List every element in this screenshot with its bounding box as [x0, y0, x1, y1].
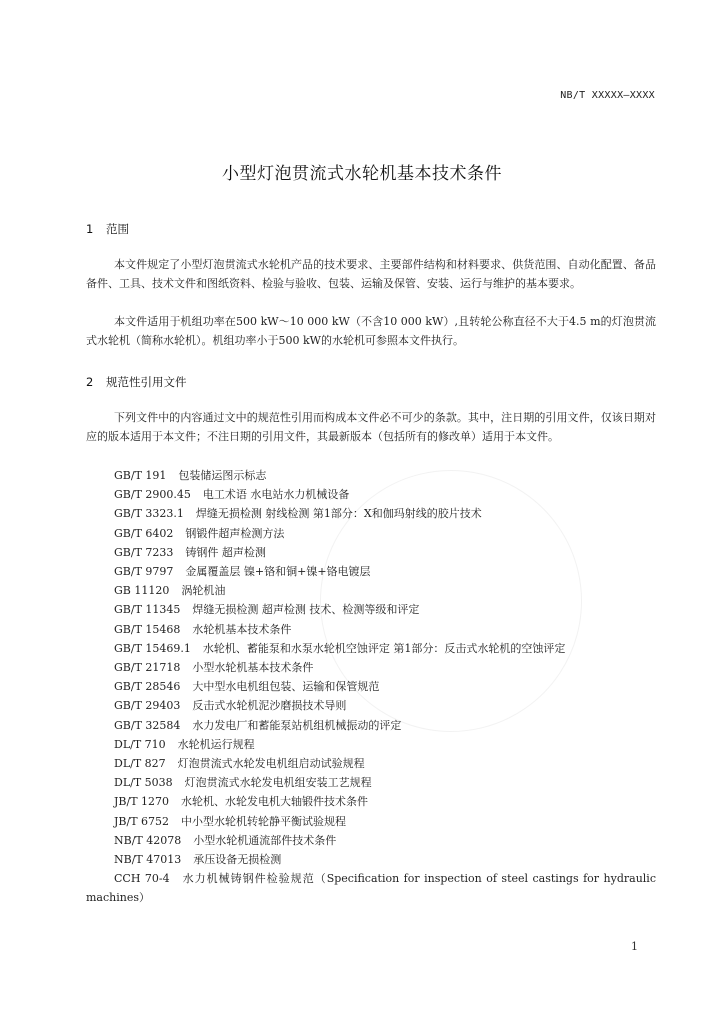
reference-item	[86, 562, 656, 581]
reference-code: GB/T 3323.1	[114, 507, 184, 521]
reference-code: GB/T 6402	[114, 526, 174, 540]
reference-item	[86, 716, 656, 735]
reference-code: GB/T 7233	[114, 545, 174, 559]
section-title: 范围	[106, 222, 129, 236]
reference-title: 承压设备无损检测	[193, 853, 282, 867]
scope-paragraph-2: 本文件适用于机组功率在500 kW～10 000 kW（不含10 000 kW）,且转轮公称直径不大于4.5 m的灯泡贯流式水轮机（简称水轮机）。机组功率小于500 kW的水轮机可参照本文件执行。	[86, 315, 656, 347]
reference-title: 焊缝无损检测 射线检测 第1部分：X和伽玛射线的胶片技术	[195, 507, 482, 521]
reference-title: 灯泡贯流式水轮发电机组启动试验规程	[177, 757, 365, 771]
reference-item	[86, 600, 656, 619]
reference-item	[86, 543, 656, 562]
reference-item	[86, 485, 656, 504]
reference-code: GB 11120	[114, 584, 170, 598]
reference-item	[86, 850, 656, 869]
reference-item	[86, 620, 656, 639]
reference-code: GB/T 15469.1	[114, 641, 191, 655]
reference-title: 焊缝无损检测 超声检测 技术、检测等级和评定	[192, 603, 420, 617]
reference-code: GB/T 9797	[114, 565, 174, 579]
reference-code: GB/T 32584	[114, 718, 181, 732]
reference-item	[86, 773, 656, 792]
reference-title: 水轮机运行规程	[177, 737, 255, 751]
reference-title: 涡轮机油	[181, 584, 226, 598]
reference-title: 大中型水电机组包装、运输和保管规范	[192, 680, 380, 694]
reference-title: 小型水轮机基本技术条件	[192, 661, 314, 675]
reference-code: GB/T 28546	[114, 680, 181, 694]
reference-item	[86, 524, 656, 543]
reference-item	[86, 677, 656, 696]
section-2-heading	[86, 374, 187, 390]
reference-code: CCH 70-4	[114, 872, 170, 886]
section-1-heading	[86, 221, 129, 237]
reference-code: GB/T 191	[114, 469, 167, 482]
reference-code: GB/T 15468	[114, 622, 181, 636]
reference-item	[86, 696, 656, 715]
reference-code: DL/T 5038	[114, 776, 173, 790]
reference-code: NB/T 47013	[114, 853, 182, 867]
reference-item	[86, 792, 656, 811]
standard-code: NB/T XXXXX—XXXX	[560, 90, 655, 101]
reference-item	[86, 869, 656, 907]
reference-code: DL/T 710	[114, 737, 166, 751]
reference-title: 中小型水轮机转轮静平衡试验规程	[181, 814, 347, 828]
reference-code: NB/T 42078	[114, 833, 182, 847]
reference-title: 反击式水轮机泥沙磨损技术导则	[192, 699, 347, 713]
normative-paragraph: 下列文件中的内容通过文中的规范性引用而构成本文件必不可少的条款。其中，注日期的引用文件，仅该日期对应的版本适用于本文件；不注日期的引用文件，其最新版本（包括所有的修改单）适用于本文件。	[86, 411, 656, 443]
reference-title: 水力机械铸钢件检验规范（Specification for inspection of steel castings for hydraulic machines）	[86, 872, 656, 905]
reference-code: GB/T 2900.45	[114, 488, 191, 502]
reference-title: 水轮机基本技术条件	[192, 622, 292, 636]
page-number: 1	[631, 940, 638, 953]
reference-item	[86, 581, 656, 600]
reference-code: JB/T 6752	[114, 814, 170, 828]
reference-title: 水轮机、水轮发电机大轴锻件技术条件	[181, 795, 369, 809]
reference-code: JB/T 1270	[114, 795, 170, 809]
document-title: 小型灯泡贯流式水轮机基本技术条件	[222, 164, 502, 184]
section-number: 2	[86, 375, 94, 389]
reference-title: 金属覆盖层 镍+铬和铜+镍+铬电镀层	[185, 565, 371, 579]
reference-item	[86, 831, 656, 850]
reference-code: DL/T 827	[114, 757, 166, 771]
reference-item	[86, 466, 656, 485]
reference-title: 水轮机、蓄能泵和水泵水轮机空蚀评定 第1部分：反击式水轮机的空蚀评定	[202, 641, 566, 655]
reference-item	[86, 639, 656, 658]
reference-title: 水力发电厂和蓄能泵站机组机械振动的评定	[192, 718, 402, 732]
reference-code: GB/T 11345	[114, 603, 181, 617]
reference-item	[86, 504, 656, 523]
scope-paragraph-1: 本文件规定了小型灯泡贯流式水轮机产品的技术要求、主要部件结构和材料要求、供货范围、自动化配置、备品备件、工具、技术文件和图纸资料、检验与验收、包装、运输及保管、安装、运行与维护的基本要求。	[86, 258, 656, 290]
reference-item	[86, 735, 656, 754]
reference-item	[86, 658, 656, 677]
reference-title: 铸钢件 超声检测	[185, 545, 266, 559]
reference-title: 小型水轮机通流部件技术条件	[193, 833, 337, 847]
reference-title: 钢锻件超声检测方法	[185, 526, 285, 540]
reference-title: 包装储运图示标志	[178, 469, 267, 482]
reference-code: GB/T 21718	[114, 661, 181, 675]
reference-item	[86, 812, 656, 831]
reference-list	[86, 466, 656, 908]
reference-title: 灯泡贯流式水轮发电机组安装工艺规程	[184, 776, 372, 790]
section-number: 1	[86, 222, 94, 236]
reference-item	[86, 754, 656, 773]
reference-code: GB/T 29403	[114, 699, 181, 713]
reference-title: 电工术语 水电站水力机械设备	[202, 488, 350, 502]
section-title: 规范性引用文件	[106, 375, 187, 389]
